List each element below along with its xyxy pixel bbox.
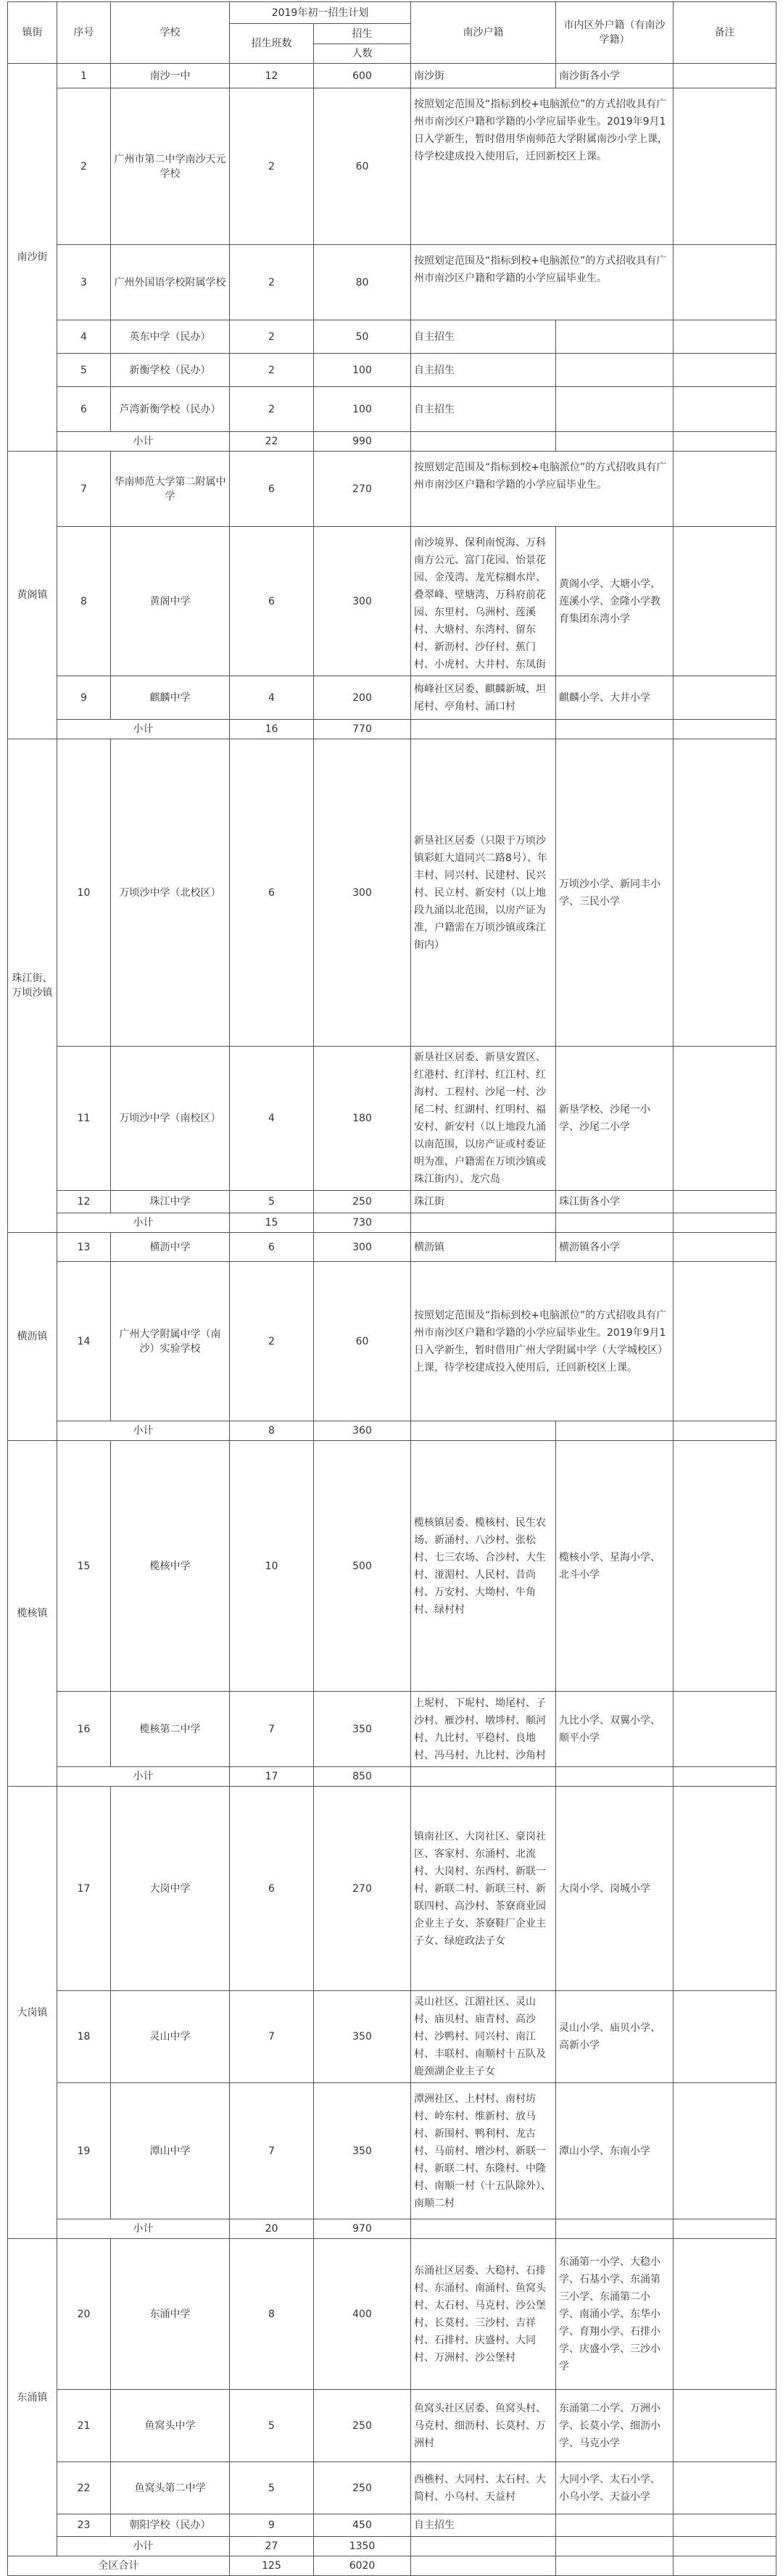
subtotal-classes: 15 bbox=[230, 1213, 314, 1233]
row-enroll: 300 bbox=[314, 527, 411, 676]
subtotal-label: 小计 bbox=[57, 720, 230, 739]
row-school: 鱼窝头第二中学 bbox=[111, 2462, 230, 2514]
subtotal-enroll: 990 bbox=[314, 432, 411, 452]
subtotal-enroll: 730 bbox=[314, 1213, 411, 1233]
row-remark bbox=[674, 527, 776, 676]
row-school: 鱼窝头中学 bbox=[111, 2390, 230, 2462]
row-enroll: 300 bbox=[314, 1233, 411, 1262]
row-enroll: 60 bbox=[314, 88, 411, 245]
row-outside-hukou bbox=[556, 354, 674, 387]
row-nansha-hukou: 按照划定范围及“指标到校+电脑派位”的方式招收具有广州市南沙区户籍和学籍的小学应届毕业生。2019年9月1日入学新生，暂时借用华南师范大学附属南沙小学上课，待学校建成投入使用后，迁回新校区上课。 bbox=[411, 88, 674, 245]
row-nansha-hukou: 按照划定范围及“指标到校+电脑派位”的方式招收具有广州市南沙区户籍和学籍的小学应届毕业生。 bbox=[411, 452, 674, 527]
row-seq: 13 bbox=[57, 1233, 111, 1262]
row-classes: 5 bbox=[230, 1191, 314, 1213]
row-enroll: 80 bbox=[314, 245, 411, 320]
row-school: 广州大学附属中学（南沙）实验学校 bbox=[111, 1262, 230, 1421]
subtotal-classes: 20 bbox=[230, 2219, 314, 2239]
row-remark bbox=[674, 2390, 776, 2462]
total-label: 全区合计 bbox=[8, 2556, 230, 2576]
row-seq: 17 bbox=[57, 1787, 111, 1991]
row-school: 珠江中学 bbox=[111, 1191, 230, 1213]
row-enroll: 350 bbox=[314, 1692, 411, 1767]
table-row bbox=[8, 1047, 776, 1191]
row-classes: 7 bbox=[230, 2083, 314, 2219]
town-cell: 横沥镇 bbox=[8, 1233, 57, 1441]
row-outside-hukou: 潭山小学、东南小学 bbox=[556, 2083, 674, 2219]
row-enroll: 270 bbox=[314, 1787, 411, 1991]
row-enroll: 180 bbox=[314, 1047, 411, 1191]
row-nansha-hukou: 自主招生 bbox=[411, 387, 556, 432]
row-classes: 5 bbox=[230, 2390, 314, 2462]
row-enroll: 250 bbox=[314, 2462, 411, 2514]
subtotal-label: 小计 bbox=[57, 432, 230, 452]
table-row bbox=[8, 1262, 776, 1421]
row-enroll: 600 bbox=[314, 64, 411, 88]
row-classes: 6 bbox=[230, 452, 314, 527]
row-outside-hukou bbox=[556, 320, 674, 354]
subtotal-enroll: 850 bbox=[314, 1767, 411, 1787]
table-row bbox=[8, 1991, 776, 2083]
row-remark bbox=[674, 2083, 776, 2219]
row-nansha-hukou: 鱼窝头社区居委、鱼窝头村、马克村、细沥村、长莫村、万洲村 bbox=[411, 2390, 556, 2462]
table-row bbox=[8, 1441, 776, 1692]
row-remark bbox=[674, 2239, 776, 2390]
row-outside-hukou: 万顷沙小学、新同丰小学、三民小学 bbox=[556, 739, 674, 1047]
row-enroll: 100 bbox=[314, 354, 411, 387]
row-nansha-hukou: 灵山社区、江湄社区、灵山村、庙贝村、庙青村、高沙村、沙鸭村、同兴村、南江村、丰联村、南顺村十五队及鹿颈湖企业主子女 bbox=[411, 1991, 556, 2083]
row-seq: 21 bbox=[57, 2390, 111, 2462]
header-classes: 招生班数 bbox=[230, 24, 314, 64]
total-enroll: 6020 bbox=[314, 2556, 411, 2576]
row-school: 广州外国语学校附属学校 bbox=[111, 245, 230, 320]
row-outside-hukou: 东涌第二小学、万洲小学、长莫小学、细沥小学、马克小学 bbox=[556, 2390, 674, 2462]
row-classes: 2 bbox=[230, 320, 314, 354]
row-school: 大岗中学 bbox=[111, 1787, 230, 1991]
row-seq: 22 bbox=[57, 2462, 111, 2514]
row-remark bbox=[674, 2514, 776, 2537]
header-outside-hukou: 市内区外户籍（有南沙学籍） bbox=[556, 2, 674, 64]
row-remark bbox=[674, 387, 776, 432]
row-nansha-hukou: 潭洲社区、上村村、南村坊村、岭东村、维新村、放马村、新围村、鸭利村、龙古村、马前村、增沙村、新联一村、新联二村、东隆村、中隆村、南顺一村（十五队除外）、南顺二村 bbox=[411, 2083, 556, 2219]
subtotal-row bbox=[8, 1213, 776, 1233]
row-remark bbox=[674, 1047, 776, 1191]
subtotal-label: 小计 bbox=[57, 1767, 230, 1787]
row-school: 东涌中学 bbox=[111, 2239, 230, 2390]
subtotal-row bbox=[8, 1421, 776, 1441]
table-row bbox=[8, 452, 776, 527]
row-nansha-hukou: 榄核镇居委、榄核村、民生农场、新涌村、八沙村、张松村、七三农场、合沙村、大生村、湴湄村、人民村、昔尚村、万安村、大坳村、牛角村、绿村村 bbox=[411, 1441, 556, 1692]
row-outside-hukou bbox=[556, 387, 674, 432]
row-school: 横沥中学 bbox=[111, 1233, 230, 1262]
row-outside-hukou: 九比小学、双翼小学、顺平小学 bbox=[556, 1692, 674, 1767]
row-classes: 2 bbox=[230, 387, 314, 432]
row-school: 英东中学（民办） bbox=[111, 320, 230, 354]
town-cell: 珠江街、万顷沙镇 bbox=[8, 739, 57, 1233]
row-remark bbox=[674, 320, 776, 354]
subtotal-classes: 22 bbox=[230, 432, 314, 452]
row-enroll: 250 bbox=[314, 1191, 411, 1213]
table-row bbox=[8, 1787, 776, 1991]
row-remark bbox=[674, 1441, 776, 1692]
subtotal-classes: 8 bbox=[230, 1421, 314, 1441]
header-school: 学校 bbox=[111, 2, 230, 64]
subtotal-classes: 27 bbox=[230, 2537, 314, 2556]
row-remark bbox=[674, 1787, 776, 1991]
subtotal-row bbox=[8, 720, 776, 739]
row-seq: 12 bbox=[57, 1191, 111, 1213]
town-cell: 大岗镇 bbox=[8, 1787, 57, 2239]
row-outside-hukou: 南沙街各小学 bbox=[556, 64, 674, 88]
row-classes: 2 bbox=[230, 245, 314, 320]
table-row bbox=[8, 2239, 776, 2390]
row-seq: 16 bbox=[57, 1692, 111, 1767]
row-enroll: 450 bbox=[314, 2514, 411, 2537]
subtotal-classes: 17 bbox=[230, 1767, 314, 1787]
row-seq: 14 bbox=[57, 1262, 111, 1421]
row-remark bbox=[674, 88, 776, 245]
header-seq: 序号 bbox=[57, 2, 111, 64]
town-cell: 东涌镇 bbox=[8, 2239, 57, 2556]
row-enroll: 100 bbox=[314, 387, 411, 432]
row-classes: 2 bbox=[230, 1262, 314, 1421]
row-classes: 5 bbox=[230, 2462, 314, 2514]
enrollment-table-container bbox=[7, 1, 776, 2576]
table-row bbox=[8, 1692, 776, 1767]
row-school: 华南师范大学第二附属中学 bbox=[111, 452, 230, 527]
row-classes: 4 bbox=[230, 676, 314, 720]
town-cell: 榄核镇 bbox=[8, 1441, 57, 1787]
table-row bbox=[8, 676, 776, 720]
row-nansha-hukou: 自主招生 bbox=[411, 354, 556, 387]
row-enroll: 270 bbox=[314, 452, 411, 527]
row-classes: 7 bbox=[230, 1692, 314, 1767]
row-outside-hukou: 黄阁小学、大塘小学、莲溪小学、金隆小学教育集团东湾小学 bbox=[556, 527, 674, 676]
row-classes: 10 bbox=[230, 1441, 314, 1692]
row-seq: 18 bbox=[57, 1991, 111, 2083]
row-remark bbox=[674, 1262, 776, 1421]
row-seq: 11 bbox=[57, 1047, 111, 1191]
row-outside-hukou: 大岗小学、岗城小学 bbox=[556, 1787, 674, 1991]
row-nansha-hukou: 南沙街 bbox=[411, 64, 556, 88]
row-classes: 4 bbox=[230, 1047, 314, 1191]
row-enroll: 200 bbox=[314, 676, 411, 720]
row-remark bbox=[674, 1191, 776, 1213]
table-row bbox=[8, 354, 776, 387]
row-remark bbox=[674, 354, 776, 387]
row-enroll: 400 bbox=[314, 2239, 411, 2390]
row-remark bbox=[674, 1991, 776, 2083]
row-classes: 6 bbox=[230, 1233, 314, 1262]
row-nansha-hukou: 上坭村、下坭村、坳尾村、子沙村、雁沙村、墩埗村、顺河村、九比村、平稳村、良地村、冯马村、九比村、沙角村 bbox=[411, 1692, 556, 1767]
row-enroll: 300 bbox=[314, 739, 411, 1047]
row-school: 麒麟中学 bbox=[111, 676, 230, 720]
row-seq: 19 bbox=[57, 2083, 111, 2219]
header-enroll-bottom: 人数 bbox=[314, 44, 411, 64]
row-remark bbox=[674, 452, 776, 527]
header-nansha-hukou: 南沙户籍 bbox=[411, 2, 556, 64]
row-seq: 2 bbox=[57, 88, 111, 245]
table-row bbox=[8, 64, 776, 88]
row-enroll: 50 bbox=[314, 320, 411, 354]
row-classes: 9 bbox=[230, 2514, 314, 2537]
row-school: 万顷沙中学（北校区） bbox=[111, 739, 230, 1047]
row-nansha-hukou: 珠江街 bbox=[411, 1191, 556, 1213]
row-outside-hukou bbox=[556, 2514, 674, 2537]
row-outside-hukou: 灵山小学、庙贝小学、高新小学 bbox=[556, 1991, 674, 2083]
row-seq: 9 bbox=[57, 676, 111, 720]
row-seq: 3 bbox=[57, 245, 111, 320]
row-remark bbox=[674, 676, 776, 720]
row-nansha-hukou: 按照划定范围及“指标到校+电脑派位”的方式招收具有广州市南沙区户籍和学籍的小学应届毕业生。2019年9月1日入学新生，暂时借用广州大学附属中学（大学城校区）上课，待学校建成投入使用后，迁回新校区上课。 bbox=[411, 1262, 674, 1421]
row-seq: 1 bbox=[57, 64, 111, 88]
row-school: 潭山中学 bbox=[111, 2083, 230, 2219]
row-seq: 15 bbox=[57, 1441, 111, 1692]
row-school: 新衡学校（民办） bbox=[111, 354, 230, 387]
row-classes: 2 bbox=[230, 354, 314, 387]
table-row bbox=[8, 387, 776, 432]
row-enroll: 350 bbox=[314, 1991, 411, 2083]
row-seq: 23 bbox=[57, 2514, 111, 2537]
subtotal-row bbox=[8, 432, 776, 452]
header-town: 镇街 bbox=[8, 2, 57, 64]
town-cell: 黄阁镇 bbox=[8, 452, 57, 739]
row-classes: 12 bbox=[230, 64, 314, 88]
total-row bbox=[8, 2556, 776, 2576]
row-classes: 8 bbox=[230, 2239, 314, 2390]
subtotal-row bbox=[8, 1767, 776, 1787]
row-remark bbox=[674, 245, 776, 320]
row-seq: 5 bbox=[57, 354, 111, 387]
row-remark bbox=[674, 739, 776, 1047]
table-row bbox=[8, 739, 776, 1047]
table-row bbox=[8, 2083, 776, 2219]
table-row bbox=[8, 2514, 776, 2537]
row-school: 榄核中学 bbox=[111, 1441, 230, 1692]
row-outside-hukou: 东涌第一小学、大稳小学、石基小学、东涌第三小学、东涌第二小学、南涌小学、东华小学、育翔小学、石排小学、庆盛小学、三沙小学 bbox=[556, 2239, 674, 2390]
row-nansha-hukou: 东涌社区居委、大稳村、石排村、东涌村、南涌村、鱼窝头村、太石村、马克村、沙公堡村、长莫村、三沙村、吉祥村、石排村、庆盛村、大同村、万洲村、沙公堡村 bbox=[411, 2239, 556, 2390]
row-school: 万顷沙中学（南校区） bbox=[111, 1047, 230, 1191]
header-remarks: 备注 bbox=[674, 2, 776, 64]
row-enroll: 60 bbox=[314, 1262, 411, 1421]
header-enroll-top: 招生 bbox=[314, 24, 411, 44]
row-remark bbox=[674, 64, 776, 88]
subtotal-row bbox=[8, 2537, 776, 2556]
subtotal-label: 小计 bbox=[57, 1213, 230, 1233]
row-classes: 2 bbox=[230, 88, 314, 245]
row-enroll: 250 bbox=[314, 2390, 411, 2462]
row-seq: 6 bbox=[57, 387, 111, 432]
subtotal-label: 小计 bbox=[57, 2537, 230, 2556]
row-nansha-hukou: 新垦社区居委、新垦安置区、红港村、红洋村、红江村、红海村、工程村、沙尾一村、沙尾二村、红湖村、红明村、福安村、新安村（以上地段九涌以南范围，以房产证或村委证明为准，户籍需在万顷沙镇或珠江街内）、龙穴岛 bbox=[411, 1047, 556, 1191]
row-nansha-hukou: 西樵村、大同村、太石村、大简村、小乌村、天益村 bbox=[411, 2462, 556, 2514]
row-school: 榄核第二中学 bbox=[111, 1692, 230, 1767]
subtotal-enroll: 360 bbox=[314, 1421, 411, 1441]
row-classes: 6 bbox=[230, 1787, 314, 1991]
table-row bbox=[8, 1191, 776, 1213]
subtotal-label: 小计 bbox=[57, 1421, 230, 1441]
row-remark bbox=[674, 1692, 776, 1767]
row-school: 朝阳学校（民办） bbox=[111, 2514, 230, 2537]
total-classes: 125 bbox=[230, 2556, 314, 2576]
town-cell: 南沙街 bbox=[8, 64, 57, 452]
row-remark bbox=[674, 1233, 776, 1262]
row-nansha-hukou: 按照划定范围及“指标到校+电脑派位”的方式招收具有广州市南沙区户籍和学籍的小学应届毕业生。 bbox=[411, 245, 674, 320]
row-school: 黄阁中学 bbox=[111, 527, 230, 676]
row-nansha-hukou: 新垦社区居委（只限于万顷沙镇彩虹大道同兴二路8号）、年丰村、同兴村、民建村、民兴村、民立村、新安村（以上地段九涌以北范围，以房产证为准，户籍需在万顷沙镇或珠江街内） bbox=[411, 739, 556, 1047]
row-seq: 4 bbox=[57, 320, 111, 354]
row-school: 芦湾新衡学校（民办） bbox=[111, 387, 230, 432]
table-row bbox=[8, 1233, 776, 1262]
row-nansha-hukou: 横沥镇 bbox=[411, 1233, 556, 1262]
table-row bbox=[8, 320, 776, 354]
row-nansha-hukou: 南沙境界、保利南悦海、万科南方公元、富门花园、怡景花园、金茂湾、龙光棕榈水岸、叠翠峰、壁塘湾、万科府前花园、东里村、乌洲村、莲溪村、大塘村、东湾村、留东村、新沥村、沙仔村、蕉门村、小虎村、大井村、东凤街 bbox=[411, 527, 556, 676]
row-nansha-hukou: 梅峰社区居委、麒麟新城、坦尾村、亭角村、涌口村 bbox=[411, 676, 556, 720]
row-remark bbox=[674, 2462, 776, 2514]
row-school: 灵山中学 bbox=[111, 1991, 230, 2083]
row-enroll: 350 bbox=[314, 2083, 411, 2219]
subtotal-enroll: 1350 bbox=[314, 2537, 411, 2556]
header-plan: 2019年初一招生计划 bbox=[230, 2, 411, 24]
subtotal-enroll: 770 bbox=[314, 720, 411, 739]
row-nansha-hukou: 自主招生 bbox=[411, 2514, 556, 2537]
row-nansha-hukou: 镇南社区、大岗社区、豪岗社区、客家村、东涌村、北流村、大岗村、东西村、新联一村、新联二村、新联三村、新联四村、高沙村、茶寮商业园企业主子女、茶寮鞋厂企业主子女、绿庭政法子女 bbox=[411, 1787, 556, 1991]
row-outside-hukou: 珠江街各小学 bbox=[556, 1191, 674, 1213]
row-school: 南沙一中 bbox=[111, 64, 230, 88]
row-outside-hukou: 横沥镇各小学 bbox=[556, 1233, 674, 1262]
row-nansha-hukou: 自主招生 bbox=[411, 320, 556, 354]
row-classes: 6 bbox=[230, 739, 314, 1047]
table-row bbox=[8, 2390, 776, 2462]
subtotal-classes: 16 bbox=[230, 720, 314, 739]
row-classes: 6 bbox=[230, 527, 314, 676]
table-row bbox=[8, 527, 776, 676]
row-seq: 20 bbox=[57, 2239, 111, 2390]
row-outside-hukou: 新垦学校、沙尾一小学、沙尾二小学 bbox=[556, 1047, 674, 1191]
row-enroll: 500 bbox=[314, 1441, 411, 1692]
subtotal-label: 小计 bbox=[57, 2219, 230, 2239]
subtotal-row bbox=[8, 2219, 776, 2239]
row-outside-hukou: 榄核小学、星海小学、北斗小学 bbox=[556, 1441, 674, 1692]
row-seq: 8 bbox=[57, 527, 111, 676]
table-row bbox=[8, 88, 776, 245]
row-seq: 10 bbox=[57, 739, 111, 1047]
row-school: 广州市第二中学南沙天元学校 bbox=[111, 88, 230, 245]
enrollment-plan-table bbox=[7, 1, 776, 2576]
subtotal-enroll: 970 bbox=[314, 2219, 411, 2239]
row-outside-hukou: 麒麟小学、大井小学 bbox=[556, 676, 674, 720]
row-outside-hukou: 大同小学、太石小学、小乌小学、天益小学 bbox=[556, 2462, 674, 2514]
table-row bbox=[8, 2462, 776, 2514]
table-row bbox=[8, 245, 776, 320]
row-seq: 7 bbox=[57, 452, 111, 527]
row-classes: 7 bbox=[230, 1991, 314, 2083]
